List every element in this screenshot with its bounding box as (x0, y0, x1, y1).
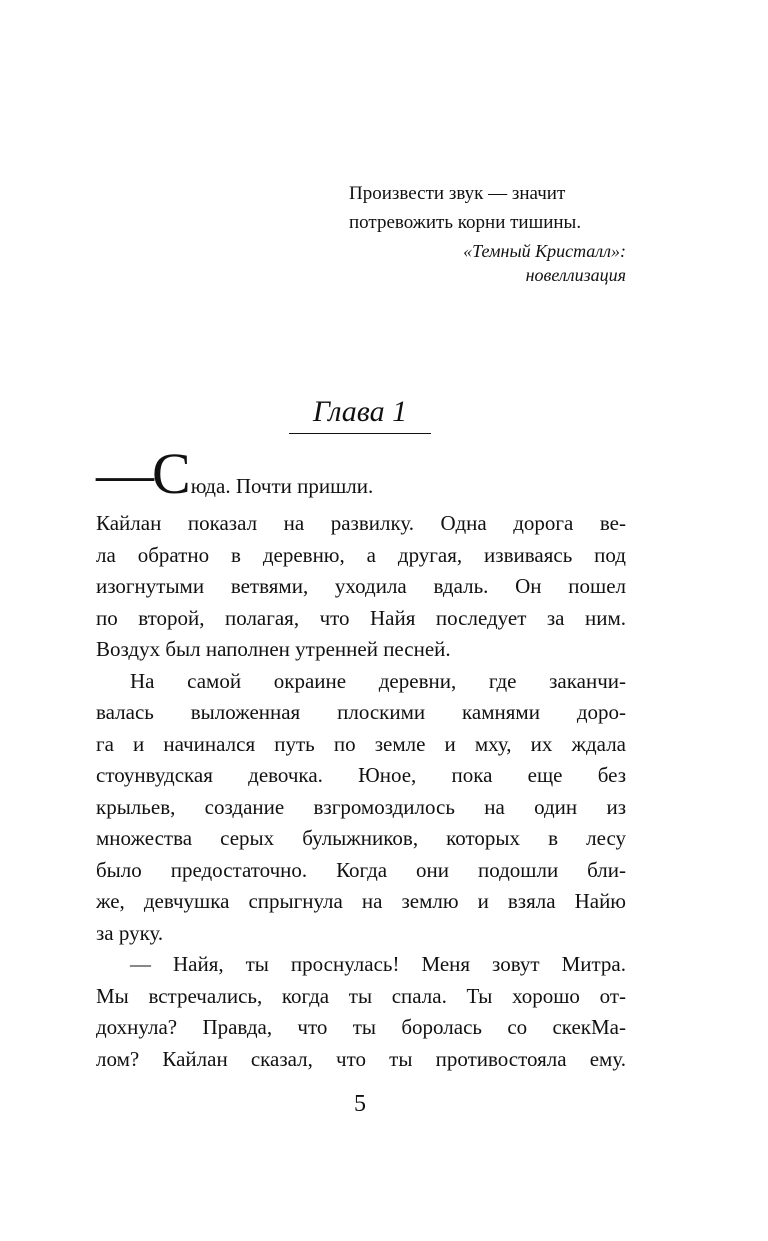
epigraph-source: новеллизация (525, 265, 626, 285)
text-line: изогнутыми ветвями, уходила вдаль. Он пошел (96, 574, 626, 598)
text-line: по второй, полагая, что Найя последует за ним. (96, 605, 626, 630)
opening-line (96, 440, 626, 508)
text-line: На самой окраине деревни, где заканчи- (130, 668, 626, 693)
epigraph-source: «Темный Кристалл»: (463, 241, 626, 261)
text-line: Мы встречались, когда ты спала. Ты хорошо от- (96, 983, 626, 1008)
text-line: было предостаточно. Когда они подошли бли- (96, 857, 626, 882)
epigraph (349, 179, 639, 287)
epigraph-line: потревожить корни тишины. (349, 212, 582, 233)
text-line: га и начинался путь по земле и мху, их ждала (96, 731, 626, 756)
text-line: валась выложенная плоскими камнями доро- (96, 700, 626, 724)
text-line: множества серых булыжников, которых в лесу (96, 826, 626, 850)
text-line: же, девчушка спрыгнула на землю и взяла Найю (96, 889, 626, 913)
text-line: — Найя, ты проснулась! Меня зовут Митра. (130, 952, 626, 976)
chapter-title: Глава 1 (312, 395, 408, 428)
text-line: за руку. (96, 920, 164, 945)
text-line: Воздух был наполнен утренней песней. (96, 637, 451, 661)
drop-cap: С (152, 441, 191, 506)
chapter-body (96, 440, 626, 1075)
text-line: Кайлан показал на развилку. Одна дорога ве- (96, 511, 626, 535)
text-line: ла обратно в деревню, а другая, извиваясь под (96, 542, 626, 567)
text-line: стоунвудская девочка. Юное, пока еще без (96, 763, 626, 787)
text-line: дохнула? Правда, что ты боролась со скекМа- (96, 1015, 626, 1039)
text-line: лом? Кайлан сказал, что ты противостояла ему. (96, 1046, 626, 1071)
opening-dash: — (96, 441, 152, 506)
chapter-title-underline (289, 433, 431, 434)
text-line: крыльев, создание взгромоздилось на один из (96, 794, 626, 819)
page-number: 5 (354, 1091, 366, 1117)
epigraph-line: Произвести звук — значит (349, 183, 566, 204)
opening-text: юда. Почти пришли. (190, 474, 374, 498)
